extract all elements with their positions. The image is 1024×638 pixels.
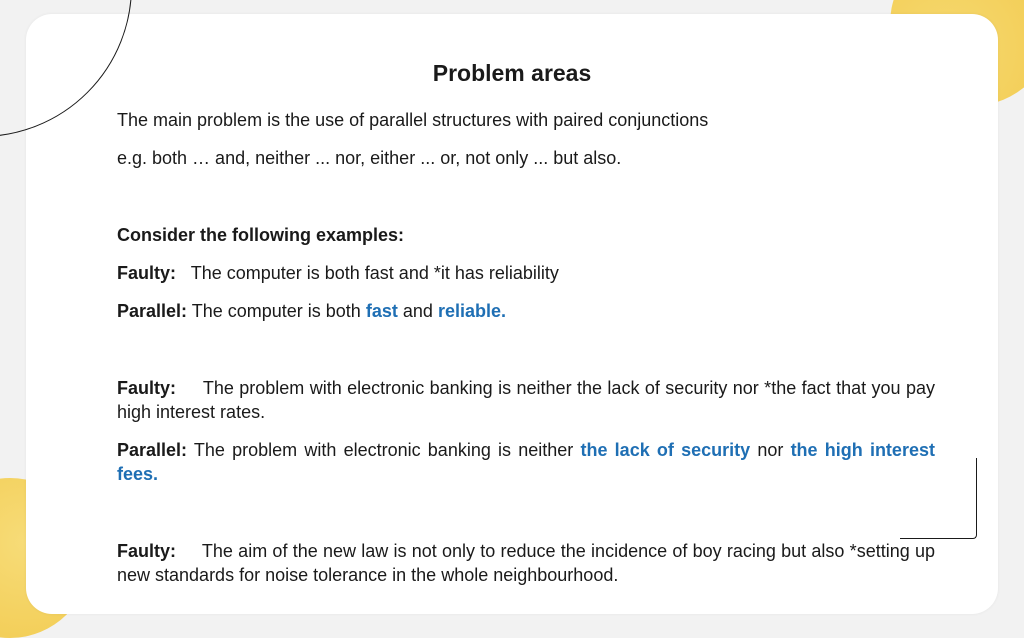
slide-title: Problem areas — [432, 60, 592, 86]
parallel-text: nor — [757, 440, 784, 460]
example2-faulty — [117, 376, 935, 424]
example3-faulty — [117, 539, 935, 587]
example1-parallel — [117, 299, 935, 323]
slide-content — [117, 108, 935, 587]
faulty-text: The problem with electronic banking is neither the lack of security nor *the fact that you pay high interest rates. — [117, 378, 935, 422]
parallel-label: Parallel: — [117, 301, 188, 321]
parallel-text: The computer is both — [191, 301, 361, 321]
faulty-text: The aim of the new law is not only to reduce the incidence of boy racing but also *setting up new standards for noise tolerance in the whole neighbourhood. — [117, 541, 935, 585]
example2-parallel — [117, 438, 935, 486]
faulty-label: Faulty: — [117, 378, 177, 398]
faulty-label: Faulty: — [117, 541, 177, 561]
parallel-label: Parallel: — [117, 440, 188, 460]
faulty-text: The computer is both fast and *it has reliability — [190, 263, 559, 283]
example1-faulty — [117, 261, 935, 285]
parallel-highlight: the high interest fees. — [117, 440, 935, 484]
parallel-text: and — [402, 301, 433, 321]
parallel-highlight: the lack of security — [580, 440, 751, 460]
parallel-highlight: fast — [365, 301, 398, 321]
examples-heading — [117, 223, 935, 247]
intro-line-2: e.g. both … and, neither ... nor, either ... or, not only ... but also. — [117, 148, 622, 168]
intro-line-1: The main problem is the use of parallel structures with paired conjunctions — [117, 110, 709, 130]
faulty-label: Faulty: — [117, 263, 177, 283]
examples-heading-text: Consider the following examples: — [117, 225, 405, 245]
parallel-highlight: reliable. — [437, 301, 506, 321]
parallel-text: The problem with electronic banking is neither — [193, 440, 574, 460]
